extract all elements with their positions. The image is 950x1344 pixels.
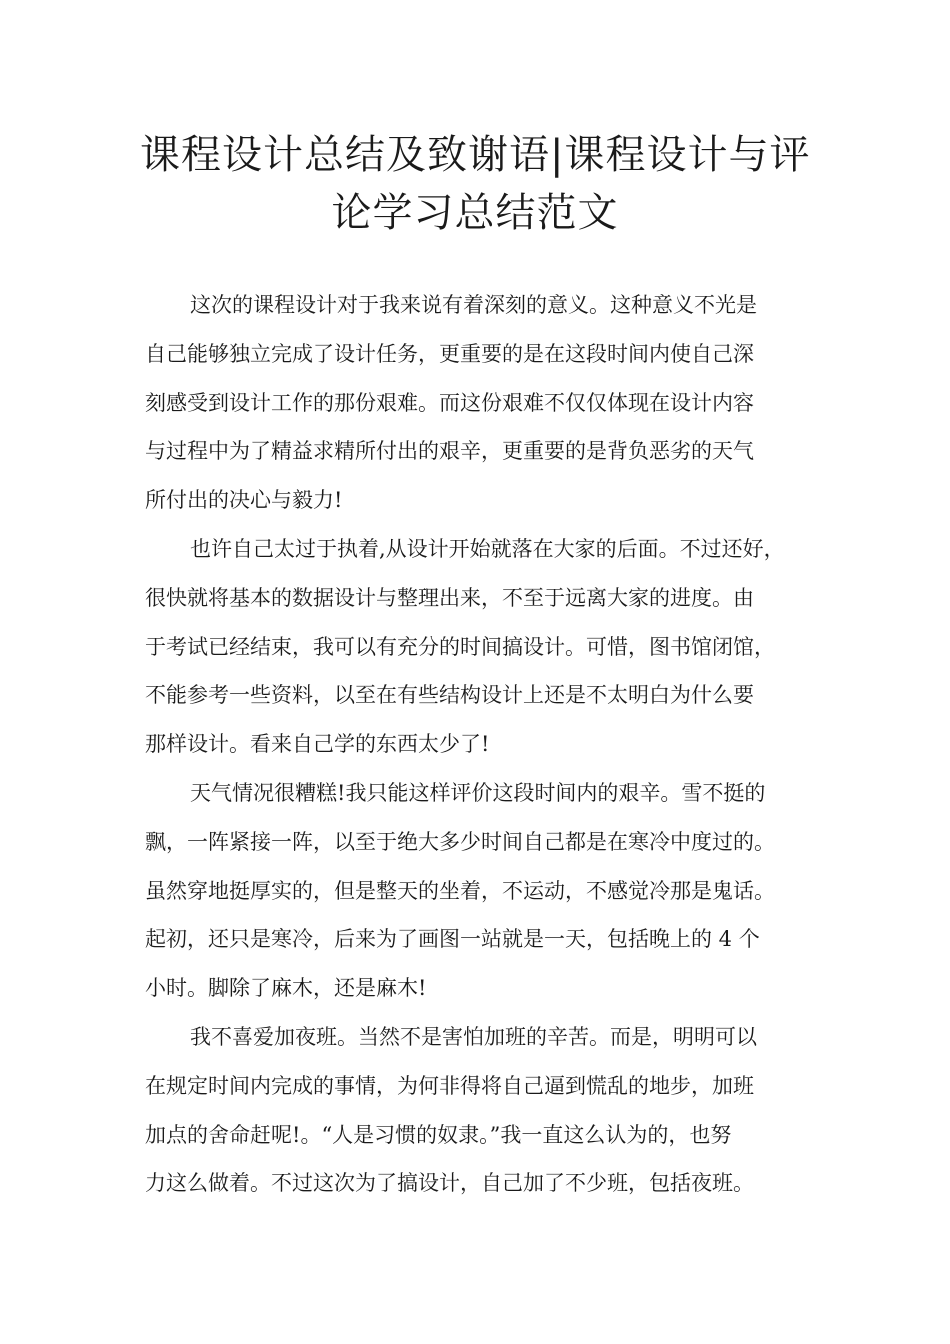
paragraph-line: 那样设计。看来自己学的东西太少了! xyxy=(145,732,490,757)
paragraph-line: 在规定时间内完成的事情，为何非得将自己逼到慌乱的地步，加班 xyxy=(145,1073,754,1098)
paragraph-line: 我不喜爱加夜班。当然不是害怕加班的辛苦。而是，明明可以 xyxy=(190,1024,757,1049)
paragraph-line: 也许自己太过于执着,从设计开始就落在大家的后面。不过还好， xyxy=(190,536,785,561)
paragraph-line: 不能参考一些资料，以至在有些结构设计上还是不太明白为什么要 xyxy=(145,683,754,708)
paragraph-line: 小时。脚除了麻木，还是麻木! xyxy=(145,976,427,1001)
paragraph-line: 于考试已经结束，我可以有充分的时间搞设计。可惜，图书馆闭馆， xyxy=(145,634,775,659)
paragraph-line: 刻感受到设计工作的那份艰难。而这份艰难不仅仅体现在设计内容 xyxy=(145,390,754,415)
paragraph-line: 飘，一阵紧接一阵，以至于绝大多少时间自己都是在寒冷中度过的。 xyxy=(145,829,775,854)
paragraph-line: 很快就将基本的数据设计与整理出来，不至于远离大家的进度。由 xyxy=(145,585,754,610)
paragraph-line: 所付出的决心与毅力! xyxy=(145,488,343,513)
paragraph-line: 与过程中为了精益求精所付出的艰辛，更重要的是背负恶劣的天气 xyxy=(145,439,754,464)
paragraph xyxy=(145,1013,835,1208)
title-line: 课程设计总结及致谢语|课程设计与评 xyxy=(140,132,811,178)
paragraph-line: 加点的舍命赶呢!。“人是习惯的奴隶。”我一直这么认为的，也努 xyxy=(145,1122,732,1147)
document-title xyxy=(140,126,810,242)
paragraph-line: 虽然穿地挺厚实的，但是整天的坐着，不运动，不感觉冷那是鬼话。 xyxy=(145,878,775,903)
paragraph-line: 自己能够独立完成了设计任务，更重要的是在这段时间内使自己深 xyxy=(145,341,754,366)
paragraph-line: 天气情况很糟糕!我只能这样评价这段时间内的艰辛。雪不挺的 xyxy=(190,780,766,805)
paragraph xyxy=(145,281,835,525)
paragraph xyxy=(145,525,835,769)
title-line: 论学习总结范文 xyxy=(331,190,619,236)
paragraph-line: 这次的课程设计对于我来说有着深刻的意义。这种意义不光是 xyxy=(190,293,757,317)
paragraph-line: 力这么做着。不过这次为了搞设计，自己加了不少班，包括夜班。 xyxy=(145,1171,754,1196)
paragraph xyxy=(145,769,835,1013)
paragraph-line: 起初，还只是寒冷，后来为了画图一站就是一天，包括晚上的 4 个 xyxy=(145,927,760,952)
document-body xyxy=(145,281,835,1208)
